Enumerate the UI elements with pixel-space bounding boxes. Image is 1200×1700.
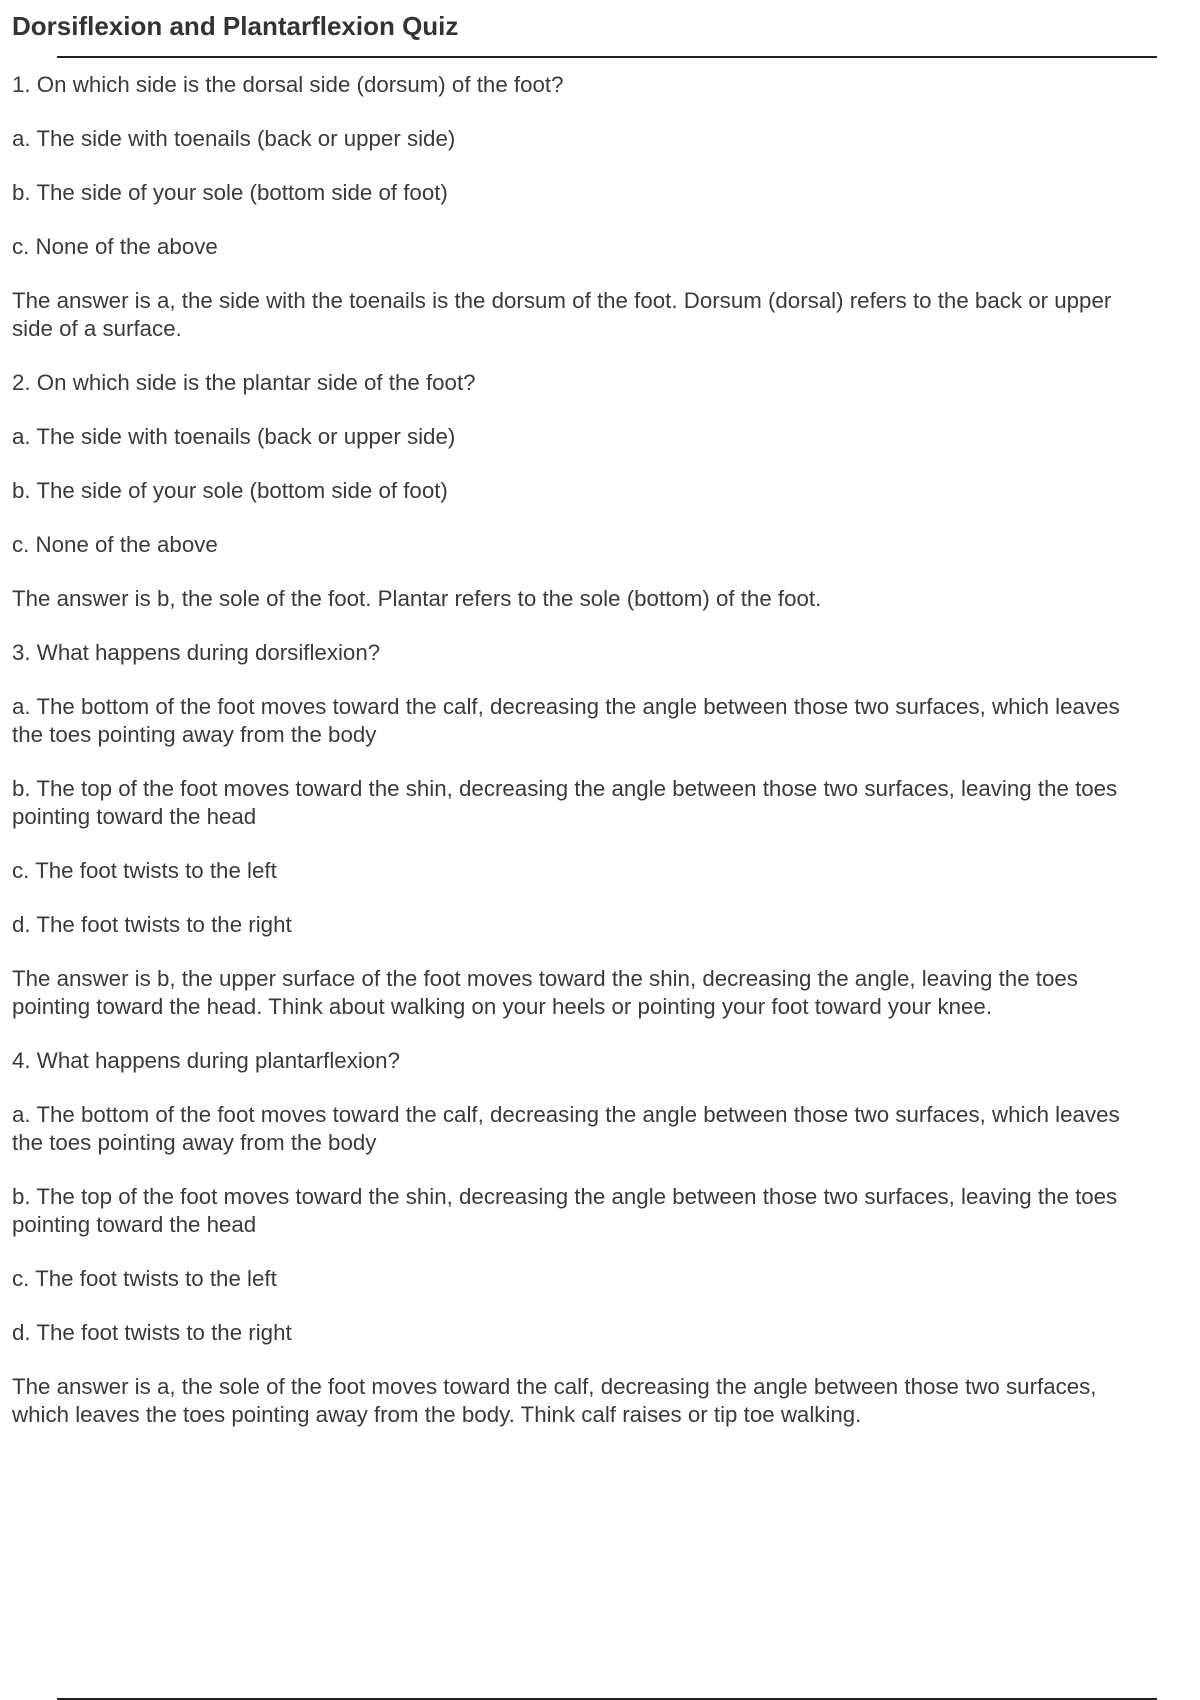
- q4-option-c: c. The foot twists to the left: [12, 1266, 277, 1291]
- q1-option-c: c. None of the above: [12, 234, 218, 259]
- q1-answer-line-2: side of a surface.: [12, 316, 182, 341]
- document-page: [12, 0, 1200, 1700]
- q1-option-b: b. The side of your sole (bottom side of foot): [12, 180, 448, 205]
- q2-option-b: b. The side of your sole (bottom side of foot): [12, 478, 448, 503]
- q1-answer-line-1: The answer is a, the side with the toenails is the dorsum of the foot. Dorsum (dorsal) refers to the back or upper: [12, 288, 1112, 313]
- q4-option-a: [12, 1101, 1200, 1157]
- q2-option-c: c. None of the above: [12, 532, 218, 557]
- question-4: 4. What happens during plantarflexion?: [12, 1048, 400, 1073]
- q3-option-b-line-1: b. The top of the foot moves toward the shin, decreasing the angle between those two surfaces, leaving the toes: [12, 776, 1118, 801]
- q4-option-b-line-2: pointing toward the head: [12, 1212, 257, 1237]
- q3-option-b-line-2: pointing toward the head: [12, 804, 257, 829]
- q3-option-a-line-2: the toes pointing away from the body: [12, 722, 377, 747]
- q3-option-c: c. The foot twists to the left: [12, 858, 277, 883]
- question-3: 3. What happens during dorsiflexion?: [12, 640, 381, 665]
- question-1: 1. On which side is the dorsal side (dorsum) of the foot?: [12, 72, 564, 97]
- q4-option-a-line-1: a. The bottom of the foot moves toward the calf, decreasing the angle between those two surfaces, which leaves: [12, 1102, 1120, 1127]
- q4-answer-line-1: The answer is a, the sole of the foot moves toward the calf, decreasing the angle between those two surfaces,: [12, 1374, 1097, 1399]
- page-title: Dorsiflexion and Plantarflexion Quiz: [12, 11, 459, 41]
- q4-option-d: d. The foot twists to the right: [12, 1320, 292, 1345]
- q3-answer-line-2: pointing toward the head. Think about walking on your heels or pointing your foot toward your knee.: [12, 994, 993, 1019]
- quiz-content: [12, 71, 1200, 1455]
- q3-answer-line-1: The answer is b, the upper surface of the foot moves toward the shin, decreasing the angle, leaving the toes: [12, 966, 1078, 991]
- q2-option-a: a. The side with toenails (back or upper side): [12, 424, 456, 449]
- q3-option-d: d. The foot twists to the right: [12, 912, 292, 937]
- top-divider: [57, 56, 1157, 58]
- q4-answer-line-2: which leaves the toes pointing away from the body. Think calf raises or tip toe walking.: [12, 1402, 862, 1427]
- q2-answer: The answer is b, the sole of the foot. Plantar refers to the sole (bottom) of the foot.: [12, 586, 822, 611]
- q3-option-a: [12, 693, 1200, 749]
- q3-option-b: [12, 775, 1200, 831]
- q4-option-b-line-1: b. The top of the foot moves toward the shin, decreasing the angle between those two surfaces, leaving the toes: [12, 1184, 1118, 1209]
- q3-answer: [12, 965, 1200, 1021]
- q4-option-b: [12, 1183, 1200, 1239]
- question-2: 2. On which side is the plantar side of the foot?: [12, 370, 476, 395]
- q1-option-a: a. The side with toenails (back or upper side): [12, 126, 456, 151]
- q4-answer: [12, 1373, 1200, 1429]
- q1-answer: [12, 287, 1200, 343]
- q4-option-a-line-2: the toes pointing away from the body: [12, 1130, 377, 1155]
- q3-option-a-line-1: a. The bottom of the foot moves toward the calf, decreasing the angle between those two surfaces, which leaves: [12, 694, 1120, 719]
